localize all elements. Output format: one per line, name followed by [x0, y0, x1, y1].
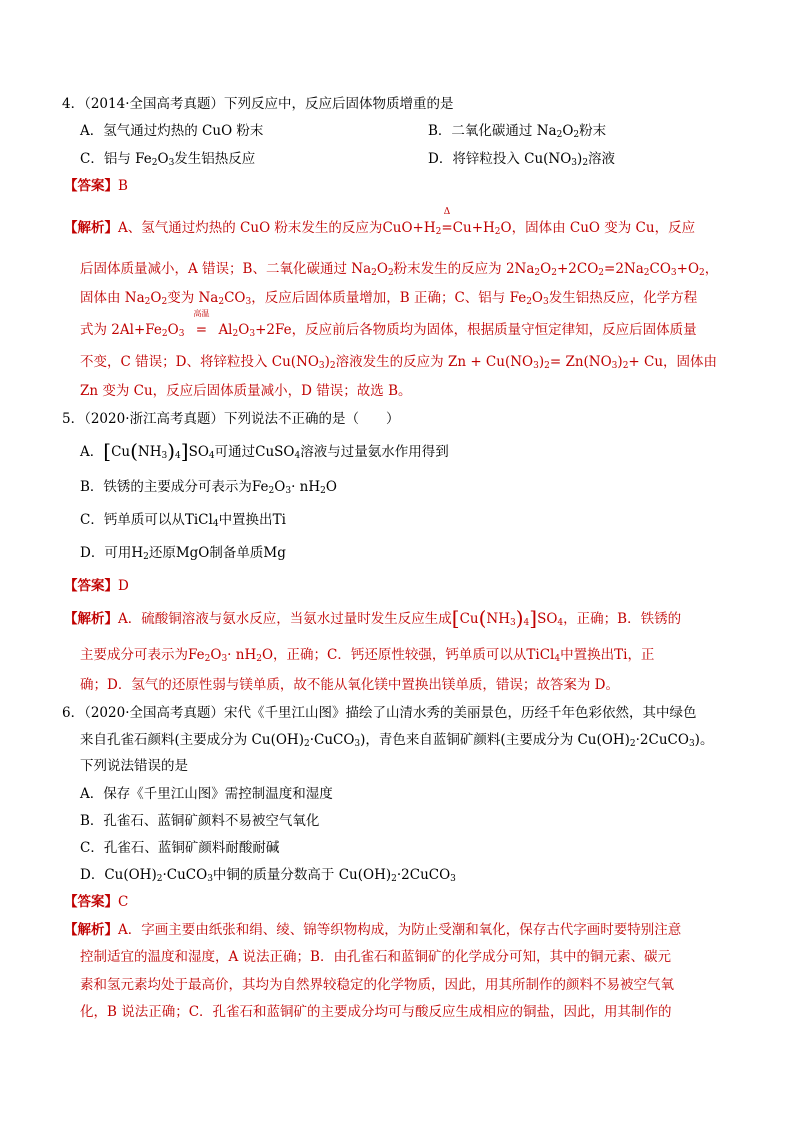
q6-stem-line-1: 6．（2020·全国高考真题）宋代《千里江山图》描绘了山清水秀的美丽景色，历经千年色彩依然，其中绿色	[62, 705, 697, 721]
q6-option-c: C．孔雀石、蓝铜矿颜料耐酸耐碱	[80, 840, 280, 856]
q4-option-a: A．氢气通过灼热的 CuO 粉末	[80, 123, 264, 139]
q4-explanation-line-2: 后固体质量减小，A 错误；B、二氧化碳通过 $Na_2O_2$粉末发生的反应为 $2Na_2O_2+2CO_2=2Na_2CO_3+O_2$，	[80, 261, 719, 278]
q4-option-c: C．铝与 $Fe_2O_3$发生铝热反应	[80, 151, 256, 168]
q6-option-d: D．$Cu(OH)_2\cdot CuCO_3$中铜的质量分数高于 $Cu(OH)_2\cdot 2CuCO_3$	[80, 867, 456, 884]
q6-option-a: A．保存《千里江山图》需控制温度和湿度	[80, 786, 333, 802]
q6-option-b: B．孔雀石、蓝铜矿颜料不易被空气氧化	[80, 813, 320, 829]
q6-explanation-line-4: 化，B 说法正确；C．孔雀石和蓝铜矿的主要成分均可与酸反应生成相应的铜盐，因此，用其制作的	[80, 1004, 672, 1020]
q5-stem: 5．（2020·浙江高考真题）下列说法不正确的是（ ）	[62, 411, 400, 427]
q4-explanation-line-5: 不变，C 错误；D、将锌粒投入 $Cu(NO_3)_2$溶液发生的反应为 $Zn + Cu(NO_3)_2= Zn(NO_3)_2+ Cu$，固体由	[80, 354, 718, 371]
q5-option-d: D．可用$H_2$还原MgO制备单质Mg	[80, 545, 286, 562]
q6-explanation-line-2: 控制适宜的温度和湿度，A 说法正确；B．由孔雀石和蓝铜矿的化学成分可知，其中的铜元素、碳元	[80, 949, 671, 965]
q4-option-c-row	[80, 149, 616, 169]
q5-explanation-line-2: 主要成分可表示为$Fe_2O_3\cdot nH_2O$，正确；C．钙还原性较强，钙单质可以从TiCl$_4$中置换出Ti，正	[80, 647, 655, 664]
q4-explanation-line-3: 固体由 $Na_2O_2$变为 $Na_2CO_3$，反应后固体质量增加，B 正确；C、铝与 $Fe_2O_3$发生铝热反应，化学方程	[80, 290, 698, 307]
q5-option-a: A．$[Cu(NH_3)_4]SO_4$可通过CuSO$_4$溶液与过量氨水作用得到	[80, 439, 449, 463]
q4-option-b: B．二氧化碳通过 $Na_2O_2$粉末	[428, 123, 607, 140]
q5-option-c: C．钙单质可以从TiCl$_4$中置换出Ti	[80, 512, 286, 529]
q6-explanation-line-3: 素和氢元素均处于最高价，其均为自然界较稳定的化学物质，因此，用其所制作的颜料不易被空气氧	[80, 977, 674, 993]
q6-stem-line-3: 下列说法错误的是	[80, 758, 188, 774]
q6-answer: 【答案】C	[64, 894, 129, 910]
q6-stem-line-2: 来自孔雀石颜料(主要成分为 $Cu(OH)_2\cdot CuCO_3$)，青色来自蓝铜矿颜料(主要成分为 $Cu(OH)_2\cdot 2CuCO_3$)。	[80, 732, 714, 749]
q4-explanation-line-4: 式为 $2Al+Fe_2O_3$ 高温 = $Al_2O_3+2Fe$，反应前后各物质均为固体，根据质量守恒定律知，反应后固体质量	[80, 309, 697, 339]
q5-explanation-line-1: 【解析】A．硫酸铜溶液与氨水反应，当氨水过量时发生反应生成$[Cu(NH_3)_4]SO_4$，正确；B．铁锈的	[64, 606, 682, 630]
q6-explanation-line-1: 【解析】A．字画主要由纸张和绢、绫、锦等织物构成，为防止受潮和氧化，保存古代字画时要特别注意	[64, 922, 682, 938]
q5-answer: 【答案】D	[64, 578, 129, 594]
q4-stem: 4．（2014·全国高考真题）下列反应中，反应后固体物质增重的是	[62, 96, 454, 112]
q4-option-d: D．将锌粒投入 $Cu(NO_3)_2$溶液	[428, 151, 616, 168]
q5-option-b: B．铁锈的主要成分可表示为$Fe_2O_3\cdot nH_2O$	[80, 479, 337, 496]
q4-explanation-line-1: 【解析】A、氢气通过灼热的 CuO 粉末发生的反应为$CuO+H_2$ Δ $=Cu+H_2O$，固体由 CuO 变为 Cu，反应	[64, 207, 696, 237]
q4-answer: 【答案】B	[64, 178, 128, 194]
q5-explanation-line-3: 确；D．氢气的还原性弱与镁单质，故不能从氧化镁中置换出镁单质，错误；故答案为 D。	[80, 677, 619, 693]
q4-option-a-row	[80, 121, 607, 141]
q4-explanation-line-6: Zn 变为 Cu，反应后固体质量减小，D 错误；故选 B。	[80, 383, 412, 399]
